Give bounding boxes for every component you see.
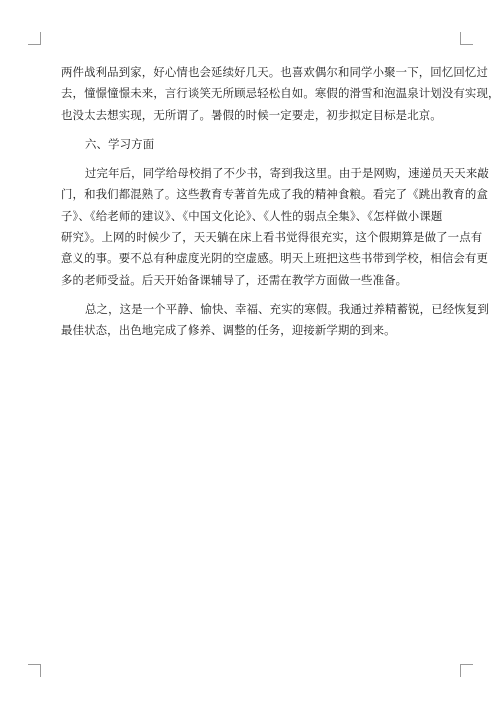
paragraph-line: 最佳状态，出色地完成了修养、调整的任务，迎接新学期的到来。	[61, 323, 396, 338]
section-heading: 六、学习方面	[85, 136, 155, 151]
paragraph-line: 门，和我们都混熟了。这些教育专著首先成了我的精神食粮。看完了《跳出教育的盒	[61, 187, 489, 202]
paragraph-line: 总之，这是一个平静、愉快、幸福、充实的寒假。我通过养精蓄锐，已经恢复到	[85, 301, 489, 316]
crop-mark-top-left	[28, 32, 41, 45]
paragraph-line: 也没太去想实现，无所谓了。暑假的时候一定要走，初步拟定目标是北京。	[61, 107, 442, 122]
crop-mark-bottom-right	[460, 664, 473, 677]
crop-mark-top-right	[460, 32, 473, 45]
paragraph-line: 去，憧憬憧憬未来，言行谈笑无所顾忌轻松自如。寒假的滑雪和泡温泉计划没有实现，	[61, 86, 500, 101]
paragraph-line: 过完年后，同学给母校捐了不少书，寄到我这里。由于是网购，速递员天天来敲	[85, 166, 489, 181]
paragraph-line: 意义的事。要不总有种虚度光阴的空虚感。明天上班把这些书带到学校，相信会有更	[61, 251, 489, 266]
paragraph-line: 两件战利品到家，好心情也会延续好几天。也喜欢偶尔和同学小聚一下，回忆回忆过	[61, 65, 489, 79]
paragraph-line: 多的老师受益。后天开始备课辅导了，还需在教学方面做一些准备。	[61, 272, 408, 287]
crop-mark-bottom-left	[28, 664, 41, 677]
document-body	[61, 62, 500, 342]
paragraph-line: 子》、《给老师的建议》、《中国文化论》、《人性的弱点全集》、《怎样做小课题	[61, 208, 443, 223]
paragraph-line: 研究》。上网的时候少了，天天躺在床上看书觉得很充实，这个假期算是做了一点有	[61, 230, 483, 245]
